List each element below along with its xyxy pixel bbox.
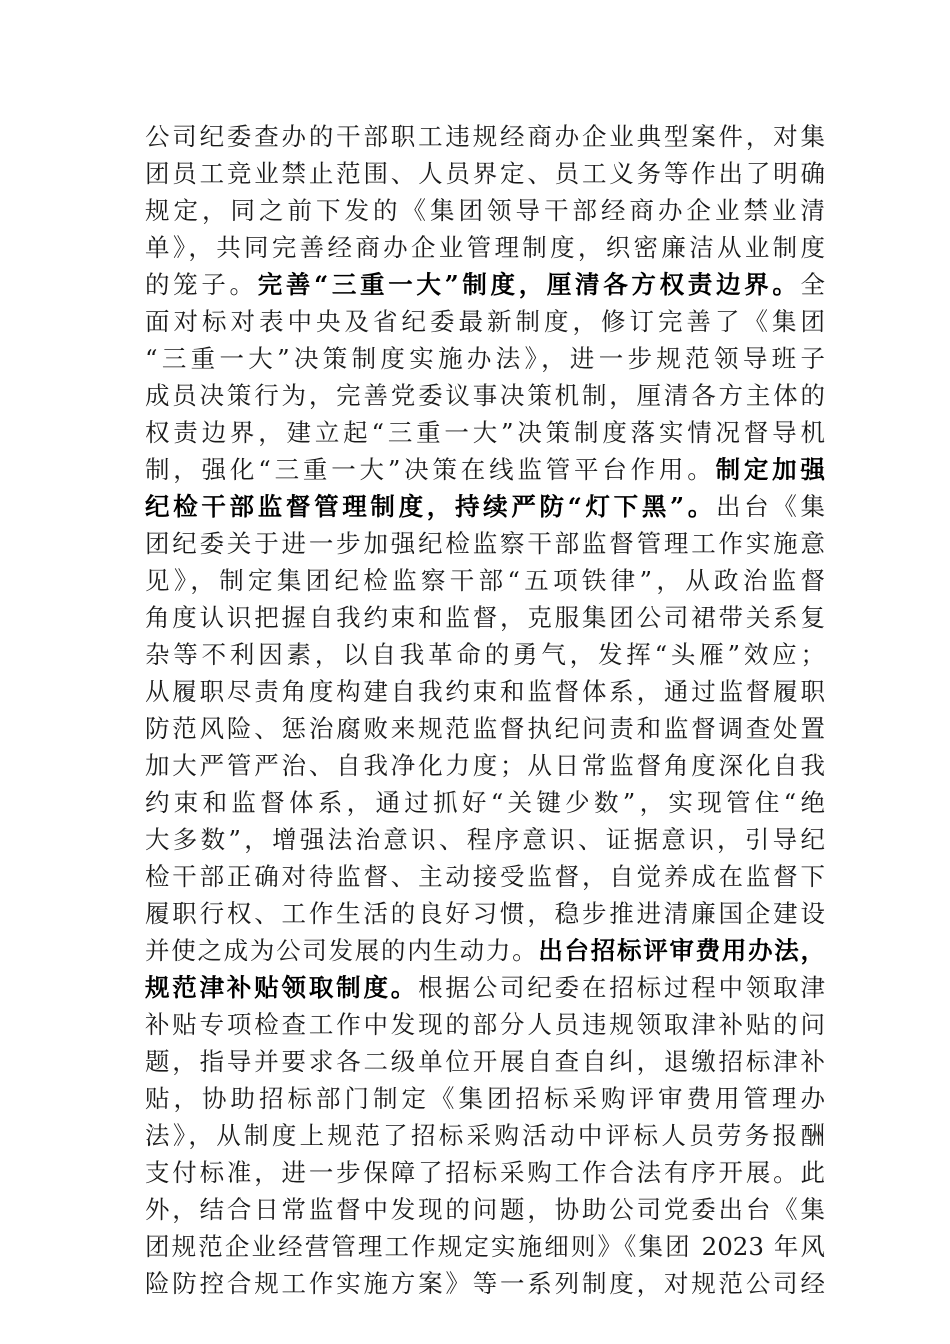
body-text: 从履职尽责角度构建自我约束和监督体系，通过监督履职 <box>145 677 825 706</box>
body-text: 单》，共同完善经商办企业管理制度，织密廉洁从业制度 <box>145 233 825 262</box>
text-line <box>145 229 825 266</box>
body-text: 根据公司纪委在招标过程中领取津 <box>418 973 825 1002</box>
text-line <box>145 710 825 747</box>
body-text: 出台《集 <box>715 492 826 521</box>
text-line <box>145 821 825 858</box>
bold-heading-text: 出台招标评审费用办法， <box>538 936 826 965</box>
body-text: 题，指导并要求各二级单位开展自查自纠，退缴招标津补 <box>145 1047 825 1076</box>
text-line <box>145 673 825 710</box>
body-text: 并使之成为公司发展的内生动力。 <box>145 936 539 965</box>
bold-heading-text: 纪检干部监督管理制度，持续严防“灯下黑”。 <box>145 492 716 521</box>
text-line <box>145 1117 825 1154</box>
text-line <box>145 303 825 340</box>
body-text: 成员决策行为，完善党委议事决策机制，厘清各方主体的 <box>145 381 825 410</box>
text-line <box>145 155 825 192</box>
text-line <box>145 636 825 673</box>
text-line <box>145 1006 825 1043</box>
text-line <box>145 1154 825 1191</box>
text-line <box>145 340 825 377</box>
body-text: 全 <box>800 270 825 299</box>
body-text: 履职行权、工作生活的良好习惯，稳步推进清廉国企建设 <box>145 899 825 928</box>
body-text: “三重一大”决策制度实施办法》，进一步规范领导班子 <box>145 344 825 373</box>
text-line <box>145 414 825 451</box>
body-text: 支付标准，进一步保障了招标采购工作合法有序开展。此 <box>145 1158 825 1187</box>
text-line <box>145 858 825 895</box>
bold-heading-text: 规范津补贴领取制度。 <box>145 973 419 1002</box>
body-text: 加大严管严治、自我净化力度；从日常监督角度深化自我 <box>145 751 825 780</box>
body-text: 团员工竞业禁止范围、人员界定、员工义务等作出了明确 <box>145 159 825 188</box>
text-line <box>145 1265 825 1302</box>
body-text: 的笼子。 <box>145 270 258 299</box>
text-line <box>145 451 825 488</box>
text-line <box>145 562 825 599</box>
text-line <box>145 118 825 155</box>
body-text: 外，结合日常监督中发现的问题，协助公司党委出台《集 <box>145 1195 825 1224</box>
text-line <box>145 784 825 821</box>
body-text: 角度认识把握自我约束和监督，克服集团公司裙带关系复 <box>145 603 825 632</box>
body-text: 法》，从制度上规范了招标采购活动中评标人员劳务报酬 <box>145 1121 825 1150</box>
body-text: 见》，制定集团纪检监察干部“五项铁律”，从政治监督 <box>145 566 825 595</box>
body-text: 公司纪委查办的干部职工违规经商办企业典型案件，对集 <box>145 122 825 151</box>
body-text: 防范风险、惩治腐败来规范监督执纪问责和监督调查处置 <box>145 714 825 743</box>
body-text: 面对标对表中央及省纪委最新制度，修订完善了《集团 <box>145 307 825 336</box>
body-text: 贴，协助招标部门制定《集团招标采购评审费用管理办 <box>145 1084 825 1113</box>
text-line <box>145 932 825 969</box>
text-line <box>145 377 825 414</box>
text-line <box>145 266 825 303</box>
body-text: 约束和监督体系，通过抓好“关键少数”，实现管住“绝 <box>145 788 825 817</box>
body-paragraph <box>145 118 825 1302</box>
body-text: 杂等不利因素，以自我革命的勇气，发挥“头雁”效应； <box>145 640 825 669</box>
body-text: 权责边界，建立起“三重一大”决策制度落实情况督导机 <box>145 418 825 447</box>
body-text: 检干部正确对待监督、主动接受监督，自觉养成在监督下 <box>145 862 825 891</box>
bold-heading-text: 制定加强 <box>715 455 825 484</box>
text-line <box>145 969 825 1006</box>
text-line <box>145 747 825 784</box>
text-line <box>145 525 825 562</box>
text-line <box>145 895 825 932</box>
body-text: 团规范企业经营管理工作规定实施细则》《集团 2023 年风 <box>145 1232 825 1261</box>
text-line <box>145 1228 825 1265</box>
body-text: 制，强化“三重一大”决策在线监管平台作用。 <box>145 455 716 484</box>
body-text: 规定，同之前下发的《集团领导干部经商办企业禁业清 <box>145 196 825 225</box>
text-line <box>145 1080 825 1117</box>
text-line <box>145 599 825 636</box>
text-line <box>145 1043 825 1080</box>
body-text: 补贴专项检查工作中发现的部分人员违规领取津补贴的问 <box>145 1010 825 1039</box>
bold-heading-text: 完善“三重一大”制度，厘清各方权责边界。 <box>257 270 801 299</box>
text-line <box>145 192 825 229</box>
body-text: 大多数”，增强法治意识、程序意识、证据意识，引导纪 <box>145 825 825 854</box>
text-line <box>145 488 825 525</box>
body-text: 险防控合规工作实施方案》等一系列制度，对规范公司经 <box>145 1269 825 1298</box>
text-line <box>145 1191 825 1228</box>
body-text: 团纪委关于进一步加强纪检监察干部监督管理工作实施意 <box>145 529 825 558</box>
